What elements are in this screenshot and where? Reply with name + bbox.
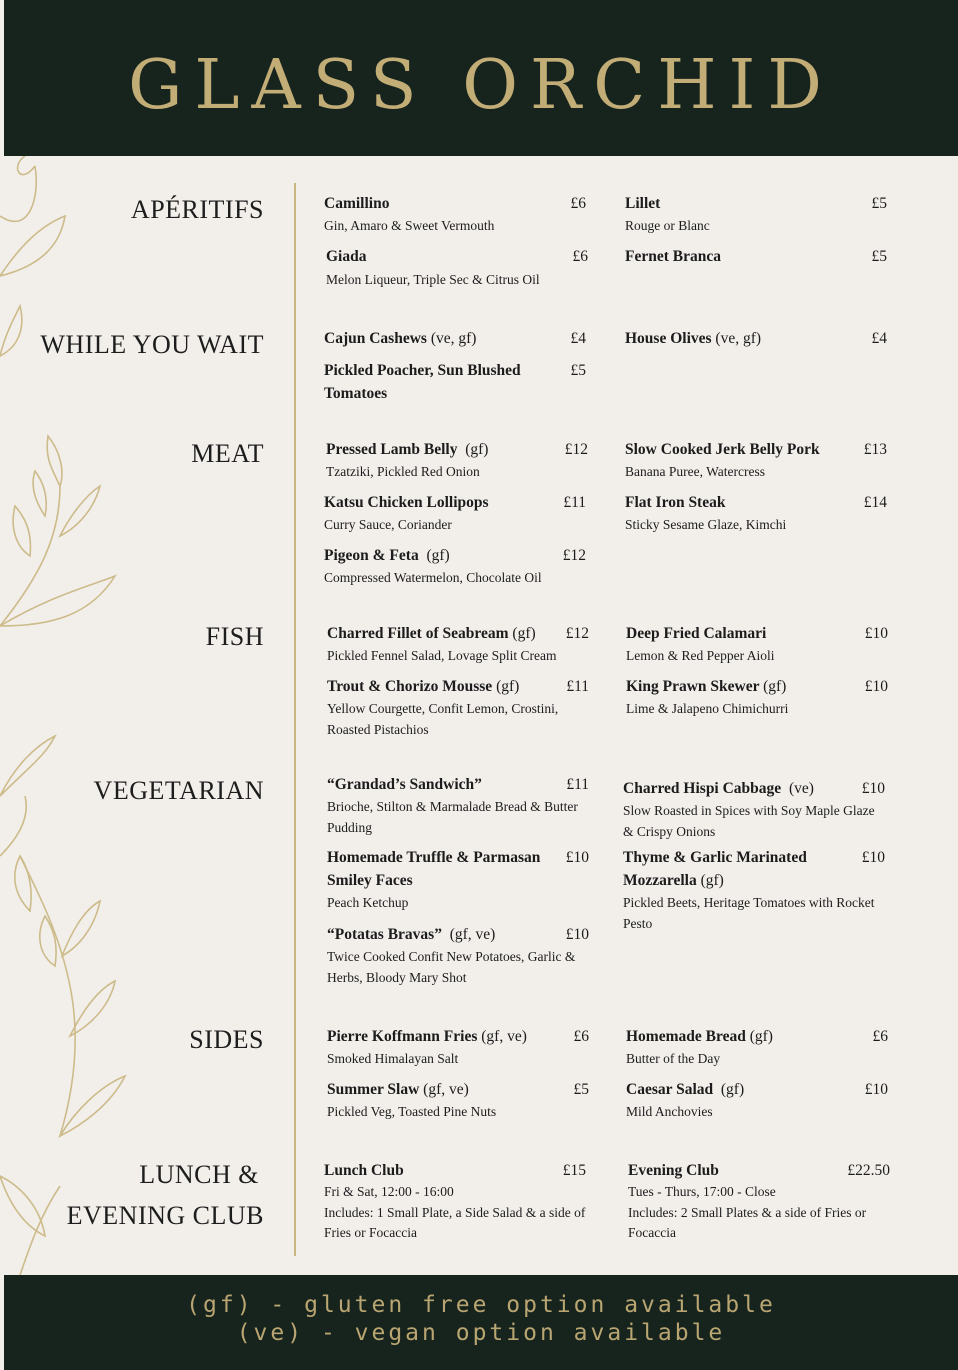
item-description: Includes: 1 Small Plate, a Side Salad & a side of Fries or Focaccia [324, 1204, 586, 1240]
item-name: Summer Slaw [327, 1081, 420, 1098]
item-description: Melon Liqueur, Triple Sec & Citrus Oil [326, 272, 540, 287]
item-price: £22.50 [847, 1162, 890, 1179]
item-price: £4 [871, 330, 887, 347]
item-dietary-tag: (gf, ve) [481, 1028, 527, 1045]
item-description: Peach Ketchup [327, 895, 409, 910]
menu-item-truffle-smiley-faces [327, 846, 589, 914]
menu-item-lamb-belly [326, 438, 588, 483]
item-description: Pickled Beets, Heritage Tomatoes with Rocket Pesto [623, 895, 875, 931]
menu-item-trout-chorizo [327, 675, 589, 740]
legend-gluten-free: (gf) - gluten free option available [186, 1292, 776, 1318]
item-description: Includes: 2 Small Plates & a side of Fries or Focaccia [628, 1204, 867, 1240]
menu-item-potatas-bravas [327, 923, 589, 988]
botanical-vine-decoration [0, 156, 130, 1275]
item-price: £11 [566, 776, 589, 793]
section-title-lunch: LUNCH & [139, 1160, 259, 1189]
item-name: Charred Hispi Cabbage [623, 780, 782, 797]
dietary-legend-footer [4, 1275, 958, 1370]
item-name: Pigeon & Feta [324, 547, 419, 564]
item-name: Pierre Koffmann Fries [327, 1028, 478, 1045]
item-name: Pressed Lamb Belly [326, 441, 458, 458]
item-price: £10 [861, 780, 885, 797]
item-name: King Prawn Skewer [626, 678, 760, 695]
item-description: Brioche, Stilton & Marmalade Bread & Butter Pudding [327, 799, 578, 835]
item-price: £5 [871, 248, 887, 265]
menu-item-jerk-belly-pork [625, 438, 887, 483]
item-price: £5 [570, 362, 586, 379]
item-price: £10 [864, 678, 888, 695]
item-price: £13 [863, 441, 887, 458]
item-dietary-tag: (gf) [720, 1081, 745, 1098]
menu-item-summer-slaw [327, 1078, 589, 1123]
section-title-meat: MEAT [191, 439, 264, 468]
item-description: Gin, Amaro & Sweet Vermouth [324, 218, 495, 233]
legend-vegan: (ve) - vegan option available [236, 1320, 726, 1346]
item-name: Evening Club [628, 1162, 719, 1179]
item-name: Slow Cooked Jerk Belly Pork [625, 441, 820, 458]
item-dietary-tag: (gf) [700, 872, 724, 889]
item-name: “Grandad’s Sandwich” [327, 776, 482, 793]
menu-item-hispi-cabbage [623, 777, 885, 842]
item-name: Trout & Chorizo Mousse [327, 678, 493, 695]
item-description: Banana Puree, Watercress [625, 464, 765, 479]
item-name: Katsu Chicken Lollipops [324, 494, 489, 511]
menu-item-pigeon-feta [324, 544, 586, 589]
item-dietary-tag: (gf) [512, 625, 536, 642]
item-name: Homemade Bread [626, 1028, 746, 1045]
menu-item-mozzarella [623, 846, 885, 934]
item-price: £11 [566, 678, 589, 695]
item-name: Giada [326, 248, 367, 265]
item-price: £12 [564, 441, 588, 458]
item-name: Cajun Cashews [324, 330, 427, 347]
item-price: £5 [871, 195, 887, 212]
item-price: £15 [562, 1162, 586, 1179]
item-description: Butter of the Day [626, 1051, 721, 1066]
menu-item-grandads-sandwich [327, 773, 589, 838]
item-price: £10 [565, 849, 589, 866]
item-description: Twice Cooked Confit New Potatoes, Garlic & Herbs, Bloody Mary Shot [327, 949, 576, 985]
menu-item-caesar-salad [626, 1078, 888, 1123]
item-name: Homemade Truffle & Parmasan Smiley Faces [327, 849, 541, 889]
section-title-while-you-wait: WHILE YOU WAIT [40, 330, 264, 359]
item-dietary-tag: (gf, ve) [423, 1081, 469, 1098]
item-description: Tzatziki, Pickled Red Onion [326, 464, 480, 479]
item-description: Pickled Veg, Toasted Pine Nuts [327, 1104, 497, 1119]
item-name: Lunch Club [324, 1162, 404, 1179]
item-name: “Potatas Bravas” [327, 926, 442, 943]
item-description: Pickled Fennel Salad, Lovage Split Cream [327, 648, 557, 663]
item-price: £6 [572, 248, 588, 265]
item-description: Mild Anchovies [626, 1104, 713, 1119]
menu-item-seabream [327, 622, 589, 667]
item-description: Slow Roasted in Spices with Soy Maple Glaze & Crispy Onions [623, 803, 875, 839]
menu-header [4, 0, 958, 156]
item-dietary-tag: (gf) [749, 1028, 773, 1045]
section-title-vegetarian: VEGETARIAN [93, 776, 264, 805]
section-title-sides: SIDES [189, 1025, 264, 1054]
menu-item-homemade-bread [626, 1025, 888, 1070]
item-price: £14 [863, 494, 887, 511]
item-dietary-tag: (ve) [788, 780, 814, 797]
item-name: Deep Fried Calamari [626, 625, 767, 642]
item-description: Rouge or Blanc [625, 218, 710, 233]
item-description: Smoked Himalayan Salt [327, 1051, 459, 1066]
section-title-fish: FISH [205, 622, 264, 651]
item-dietary-tag: (gf) [763, 678, 787, 695]
item-name: House Olives [625, 330, 712, 347]
item-description: Lime & Jalapeno Chimichurri [626, 701, 789, 716]
item-price: £6 [570, 195, 586, 212]
item-price: £12 [562, 547, 586, 564]
menu-item-lillet [625, 192, 887, 237]
item-hours: Fri & Sat, 12:00 - 16:00 [324, 1184, 454, 1199]
item-dietary-tag: (gf, ve) [449, 926, 496, 943]
item-name: Camillino [324, 195, 390, 212]
menu-item-camillino [324, 192, 586, 237]
restaurant-name: GLASS ORCHID [128, 46, 834, 125]
item-price: £12 [565, 625, 589, 642]
item-dietary-tag: (ve, gf) [430, 330, 477, 347]
menu-item-evening-club [628, 1159, 890, 1244]
menu-item-lunch-club [324, 1159, 586, 1244]
item-description: Sticky Sesame Glaze, Kimchi [625, 517, 787, 532]
item-name: Pickled Poacher, Sun Blushed Tomatoes [324, 362, 521, 402]
menu-item-house-olives [625, 327, 887, 350]
item-price: £5 [573, 1081, 589, 1098]
menu-item-flat-iron-steak [625, 491, 887, 536]
menu-item-fernet-branca [625, 245, 887, 268]
item-price: £6 [872, 1028, 888, 1045]
item-price: £10 [864, 1081, 888, 1098]
menu-item-cajun-cashews [324, 327, 586, 350]
menu-item-koffmann-fries [327, 1025, 589, 1070]
item-name: Caesar Salad [626, 1081, 714, 1098]
section-title-evening-club: EVENING CLUB [66, 1201, 264, 1230]
item-dietary-tag: (gf) [465, 441, 489, 458]
column-divider [294, 183, 296, 1256]
item-dietary-tag: (ve, gf) [715, 330, 762, 347]
menu-item-king-prawn [626, 675, 888, 720]
item-price: £4 [570, 330, 586, 347]
item-name: Flat Iron Steak [625, 494, 726, 511]
item-dietary-tag: (gf) [496, 678, 520, 695]
menu-item-calamari [626, 622, 888, 667]
menu-item-katsu-chicken [324, 491, 586, 536]
item-price: £11 [563, 494, 586, 511]
item-price: £6 [573, 1028, 589, 1045]
section-title-aperitifs: APÉRITIFS [130, 195, 264, 224]
item-description: Lemon & Red Pepper Aioli [626, 648, 775, 663]
menu-item-pickled-poacher [324, 359, 586, 405]
item-dietary-tag: (gf) [426, 547, 450, 564]
item-description: Curry Sauce, Coriander [324, 517, 452, 532]
item-price: £10 [864, 625, 888, 642]
item-price: £10 [861, 849, 885, 866]
item-price: £10 [565, 926, 589, 943]
item-name: Lillet [625, 195, 661, 212]
item-name: Charred Fillet of Seabream [327, 625, 509, 642]
item-description: Compressed Watermelon, Chocolate Oil [324, 570, 542, 585]
item-hours: Tues - Thurs, 17:00 - Close [628, 1184, 776, 1199]
menu-item-giada [326, 245, 588, 291]
item-name: Thyme & Garlic Marinated Mozzarella [623, 849, 807, 889]
item-name: Fernet Branca [625, 248, 721, 265]
item-description: Yellow Courgette, Confit Lemon, Crostini, Roasted Pistachios [327, 701, 559, 737]
